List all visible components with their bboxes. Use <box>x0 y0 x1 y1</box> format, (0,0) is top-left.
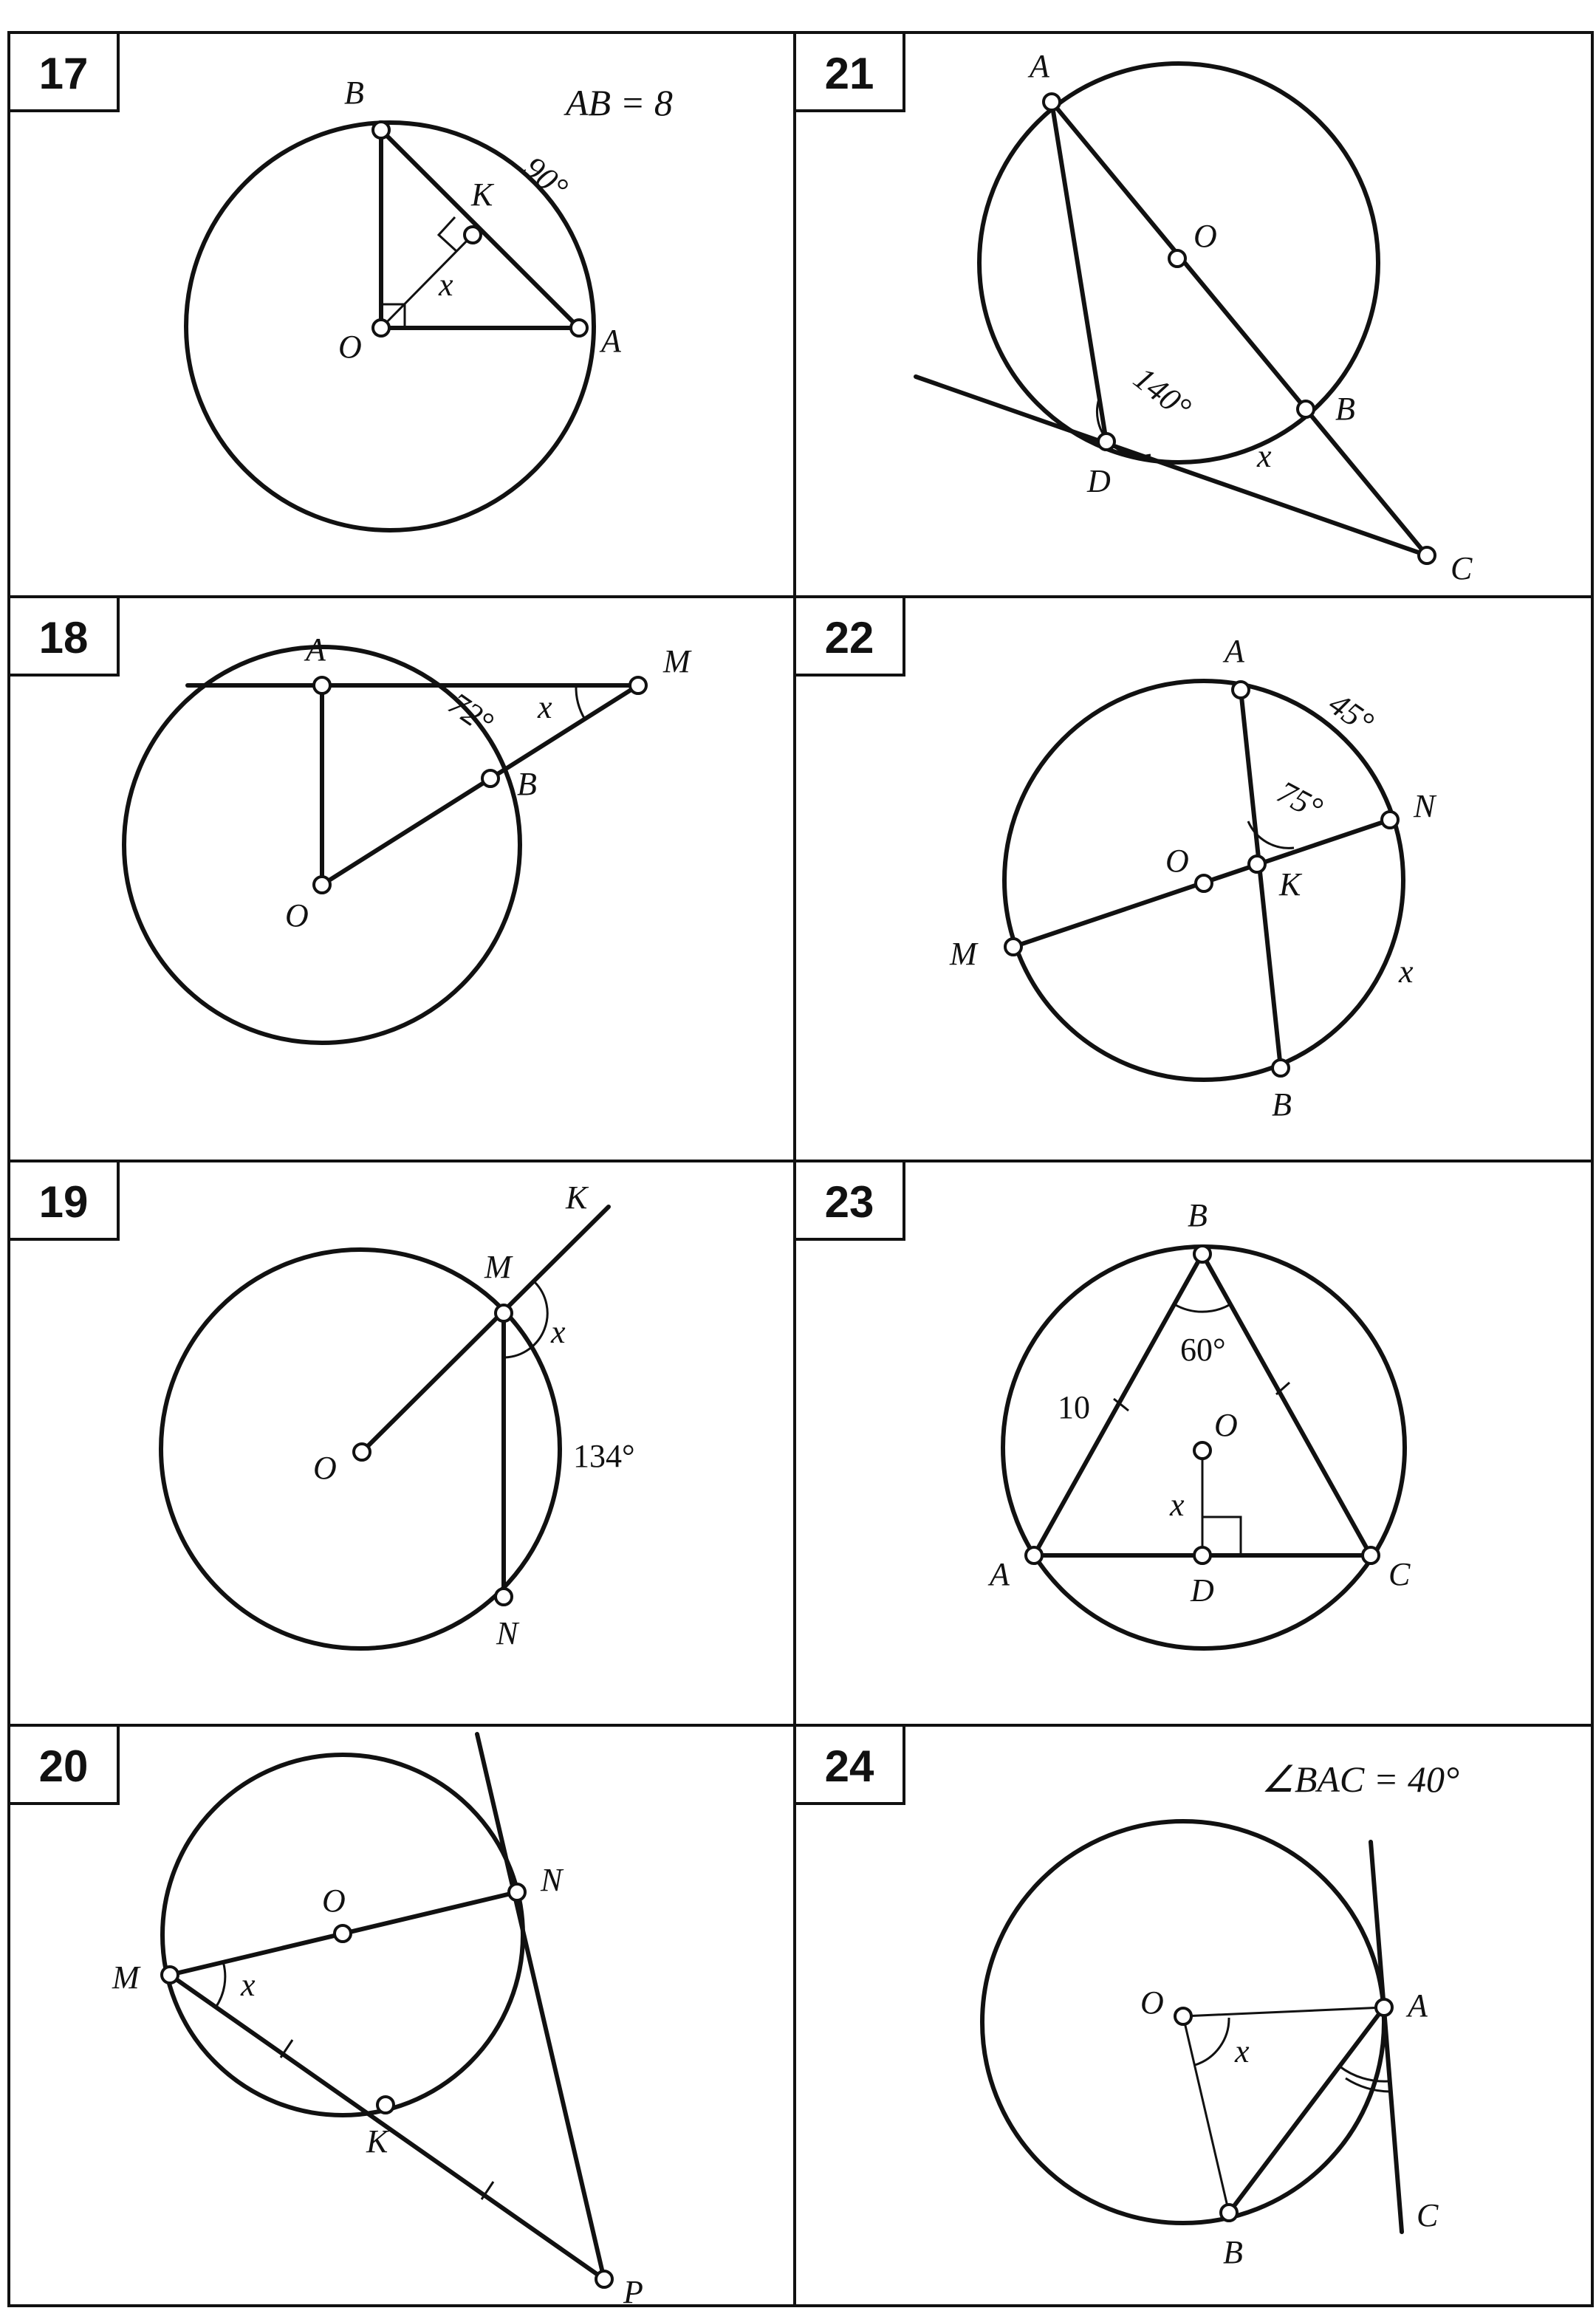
angle-arc-60 <box>1174 1304 1230 1312</box>
label-O: O <box>1140 1984 1164 2021</box>
point-C <box>1419 547 1435 564</box>
side-length-label: 10 <box>1058 1389 1090 1425</box>
point-O <box>1175 2008 1191 2024</box>
point-M <box>162 1967 178 1983</box>
chord-AD <box>1052 102 1106 442</box>
point-O <box>314 877 330 893</box>
angle-label: 140° <box>1126 360 1198 427</box>
point-O <box>1196 875 1212 891</box>
worksheet-frame <box>9 32 1592 2306</box>
given-condition: AB = 8 <box>566 82 673 123</box>
point-K <box>465 227 481 243</box>
label-K: K <box>471 177 493 213</box>
problem-21 <box>795 32 1473 586</box>
point-M <box>496 1305 512 1321</box>
radius-OA <box>1183 2007 1384 2016</box>
problem-number: 20 <box>38 1742 89 1791</box>
problem-number: 19 <box>38 1177 89 1227</box>
point-M <box>1005 939 1021 955</box>
label-x: x <box>1257 438 1272 474</box>
label-K: K <box>366 2123 388 2160</box>
point-B <box>1273 1060 1289 1076</box>
label-M: M <box>663 643 691 679</box>
label-B: B <box>1223 2234 1243 2270</box>
arc-label: 134° <box>573 1438 635 1474</box>
tangent-AC <box>1371 1842 1402 2232</box>
label-O: O <box>1165 843 1189 879</box>
angle-label: 60° <box>1180 1332 1226 1368</box>
point-N <box>509 1884 525 1900</box>
point-N <box>496 1589 512 1605</box>
tangent-NP <box>477 1734 604 2279</box>
label-N: N <box>541 1862 563 1898</box>
point-B <box>482 770 499 787</box>
label-A: A <box>990 1556 1010 1592</box>
point-A <box>1376 1999 1392 2016</box>
point-B <box>1298 401 1314 417</box>
point-O <box>354 1444 370 1460</box>
side-BC <box>1202 1254 1371 1555</box>
perpendicular-OK <box>381 235 473 328</box>
point-B <box>1194 1246 1210 1262</box>
point-B <box>373 122 389 138</box>
angle-label: 75° <box>1271 773 1329 827</box>
problem-number: 17 <box>38 49 89 98</box>
label-B: B <box>517 766 537 802</box>
arc-label: 45° <box>1322 685 1380 742</box>
point-A <box>1233 682 1249 698</box>
given-condition: ∠BAC = 40° <box>1261 1758 1459 1800</box>
point-N <box>1382 812 1398 828</box>
problem-19 <box>9 1161 635 1651</box>
point-M <box>630 677 646 693</box>
ray-OK <box>362 1207 609 1452</box>
label-B: B <box>1272 1086 1292 1123</box>
angle-arc-x <box>216 1962 225 2007</box>
right-angle-mark-K <box>439 217 456 251</box>
label-B: B <box>1335 391 1355 427</box>
label-D: D <box>1087 463 1111 499</box>
problem-23 <box>795 1161 1411 1648</box>
chord-AB <box>1241 690 1281 1068</box>
point-B <box>1221 2205 1237 2221</box>
label-K: K <box>1279 866 1301 903</box>
problem-20 <box>9 1725 643 2310</box>
label-x: x <box>241 1967 256 2003</box>
point-O <box>1194 1442 1210 1459</box>
problem-number: 21 <box>824 49 874 98</box>
point-A <box>1026 1547 1042 1564</box>
label-A: A <box>1030 48 1049 84</box>
point-D <box>1194 1547 1210 1564</box>
label-O: O <box>322 1883 346 1919</box>
label-D: D <box>1191 1572 1214 1609</box>
point-C <box>1363 1547 1379 1564</box>
label-B: B <box>344 75 364 111</box>
label-x: x <box>1235 2033 1250 2069</box>
point-P <box>596 2271 612 2287</box>
problem-22 <box>795 597 1437 1123</box>
label-C: C <box>1417 2197 1439 2233</box>
label-M: M <box>484 1249 512 1285</box>
label-A: A <box>601 323 621 359</box>
problem-17 <box>9 32 673 530</box>
label-A: A <box>1408 1987 1428 2024</box>
label-x: x <box>551 1314 566 1350</box>
problem-number: 24 <box>824 1742 874 1791</box>
angle-arc-x <box>1195 2018 1229 2065</box>
point-O <box>373 320 389 336</box>
label-x: x <box>439 267 453 303</box>
label-C: C <box>1388 1556 1411 1592</box>
label-N: N <box>1414 788 1436 824</box>
point-A <box>1044 94 1060 110</box>
label-M: M <box>950 936 977 972</box>
problem-number: 23 <box>824 1177 874 1227</box>
label-x: x <box>1399 953 1414 990</box>
label-C: C <box>1451 550 1473 586</box>
problem-number: 22 <box>824 613 874 662</box>
arc-label: 90° <box>516 149 575 207</box>
radius-OB <box>1183 2016 1229 2213</box>
label-x: x <box>1170 1487 1185 1523</box>
point-O <box>335 1925 351 1942</box>
label-O: O <box>338 329 362 365</box>
point-D <box>1098 434 1114 450</box>
label-N: N <box>496 1615 518 1651</box>
arc-label: 72° <box>442 685 500 742</box>
label-B: B <box>1188 1197 1208 1233</box>
problem-number: 18 <box>38 613 89 662</box>
point-K <box>377 2097 394 2113</box>
label-O: O <box>313 1450 337 1486</box>
label-O: O <box>285 897 309 934</box>
label-P: P <box>623 2274 643 2310</box>
point-A <box>314 677 330 693</box>
label-K: K <box>566 1179 588 1216</box>
label-A: A <box>1225 633 1244 669</box>
point-A <box>571 320 587 336</box>
problem-18 <box>9 597 692 1043</box>
problem-24 <box>795 1725 1459 2270</box>
label-x: x <box>538 689 552 725</box>
point-K <box>1249 856 1265 872</box>
label-O: O <box>1193 218 1217 254</box>
label-A: A <box>306 631 326 668</box>
point-O <box>1169 250 1185 267</box>
angle-arc-x <box>576 685 585 719</box>
label-M: M <box>112 1959 140 1996</box>
label-O: O <box>1214 1407 1238 1443</box>
